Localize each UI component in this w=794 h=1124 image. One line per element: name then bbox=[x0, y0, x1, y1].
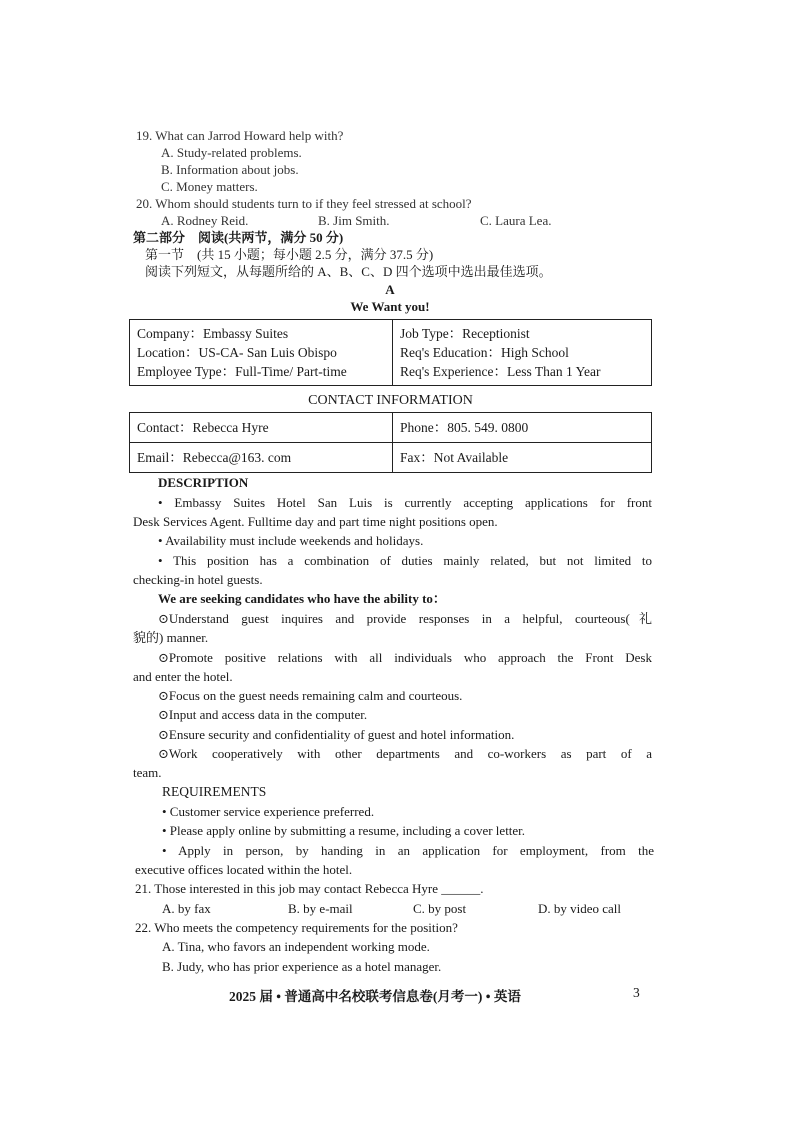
section-one-title: 第一节 (共 15 小题；每小题 2.5 分，满分 37.5 分) bbox=[145, 247, 434, 262]
question-19-option-b: B. Information about jobs. bbox=[161, 162, 299, 177]
requirement-line-3: • Apply in person, by handing in an application for employment, from the bbox=[162, 843, 654, 858]
abilities-heading: We are seeking candidates who have the ability to： bbox=[158, 591, 446, 606]
ability-line-5: ⊙Focus on the guest needs remaining calm and courteous. bbox=[158, 688, 463, 703]
ability-line-7: ⊙Ensure security and confidentiality of guest and hotel information. bbox=[158, 727, 515, 742]
ability-line-3: ⊙Promote positive relations with all individuals who approach the Front Desk bbox=[158, 650, 652, 665]
job-info-right-cell bbox=[393, 320, 652, 386]
employee-type-field: Employee Type：Full-Time/ Part-time bbox=[137, 364, 347, 379]
question-22-option-a: A. Tina, who favors an independent working mode. bbox=[162, 939, 430, 954]
ability-line-8: ⊙Work cooperatively with other departments and co-workers as part of a bbox=[158, 746, 652, 761]
ability-line-2: 貌的) manner. bbox=[133, 630, 209, 645]
question-20-option-a: A. Rodney Reid. bbox=[161, 213, 249, 228]
email-cell: Email：Rebecca@163. com bbox=[130, 443, 393, 473]
footer-exam-title: 2025 届 • 普通高中名校联考信息卷(月考一) • 英语 bbox=[229, 989, 521, 1004]
contact-person-cell: Contact：Rebecca Hyre bbox=[130, 413, 393, 443]
requirements-heading: REQUIREMENTS bbox=[162, 784, 267, 799]
question-22-stem: 22. Who meets the competency requirements for the position? bbox=[135, 920, 458, 935]
requirement-line-1: • Customer service experience preferred. bbox=[162, 804, 375, 819]
fax-cell: Fax：Not Available bbox=[393, 443, 652, 473]
question-20-stem: 20. Whom should students turn to if they feel stressed at school? bbox=[136, 196, 472, 211]
description-line-2: Desk Services Agent. Fulltime day and part time night positions open. bbox=[133, 514, 498, 529]
description-heading: DESCRIPTION bbox=[158, 475, 249, 490]
ability-line-9: team. bbox=[133, 765, 162, 780]
experience-field: Req's Experience：Less Than 1 Year bbox=[400, 364, 601, 379]
location-field: Location：US-CA- San Luis Obispo bbox=[137, 345, 337, 360]
contact-table bbox=[129, 412, 652, 473]
reading-instruction: 阅读下列短文，从每题所给的 A、B、C、D 四个选项中选出最佳选项。 bbox=[145, 264, 552, 279]
requirement-line-2: • Please apply online by submitting a resume, including a cover letter. bbox=[162, 823, 526, 838]
question-20-option-c: C. Laura Lea. bbox=[480, 213, 552, 228]
question-22-option-b: B. Judy, who has prior experience as a hotel manager. bbox=[162, 959, 442, 974]
question-21-option-d: D. by video call bbox=[538, 901, 622, 916]
question-19-option-c: C. Money matters. bbox=[161, 179, 258, 194]
question-21-option-c: C. by post bbox=[413, 901, 467, 916]
ability-line-6: ⊙Input and access data in the computer. bbox=[158, 707, 368, 722]
phone-cell: Phone：805. 549. 0800 bbox=[393, 413, 652, 443]
description-line-5: checking-in hotel guests. bbox=[133, 572, 263, 587]
passage-letter: A bbox=[385, 282, 395, 297]
company-field: Company：Embassy Suites bbox=[137, 326, 289, 341]
part-two-title: 第二部分 阅读(共两节，满分 50 分) bbox=[133, 230, 344, 245]
job-info-left-cell bbox=[130, 320, 393, 386]
question-21-stem: 21. Those interested in this job may contact Rebecca Hyre ______. bbox=[135, 881, 484, 896]
requirement-line-4: executive offices located within the hotel. bbox=[135, 862, 353, 877]
job-type-field: Job Type：Receptionist bbox=[400, 326, 530, 341]
description-line-3: • Availability must include weekends and holidays. bbox=[158, 533, 424, 548]
job-info-table bbox=[129, 319, 652, 386]
ability-line-1: ⊙Understand guest inquires and provide responses in a helpful, courteous(礼 bbox=[158, 611, 652, 626]
description-line-4: • This position has a combination of duties mainly related, but not limited to bbox=[158, 553, 652, 568]
question-19-option-a: A. Study-related problems. bbox=[161, 145, 302, 160]
passage-title: We Want you! bbox=[350, 299, 430, 314]
question-20-option-b: B. Jim Smith. bbox=[318, 213, 390, 228]
description-line-1: • Embassy Suites Hotel San Luis is currently accepting applications for front bbox=[158, 495, 652, 510]
question-19-stem: 19. What can Jarrod Howard help with? bbox=[136, 128, 344, 143]
ability-line-4: and enter the hotel. bbox=[133, 669, 233, 684]
question-21-option-b: B. by e-mail bbox=[288, 901, 353, 916]
question-21-option-a: A. by fax bbox=[162, 901, 211, 916]
education-field: Req's Education：High School bbox=[400, 345, 569, 360]
contact-heading: CONTACT INFORMATION bbox=[308, 393, 473, 408]
page-number: 3 bbox=[633, 985, 640, 1000]
